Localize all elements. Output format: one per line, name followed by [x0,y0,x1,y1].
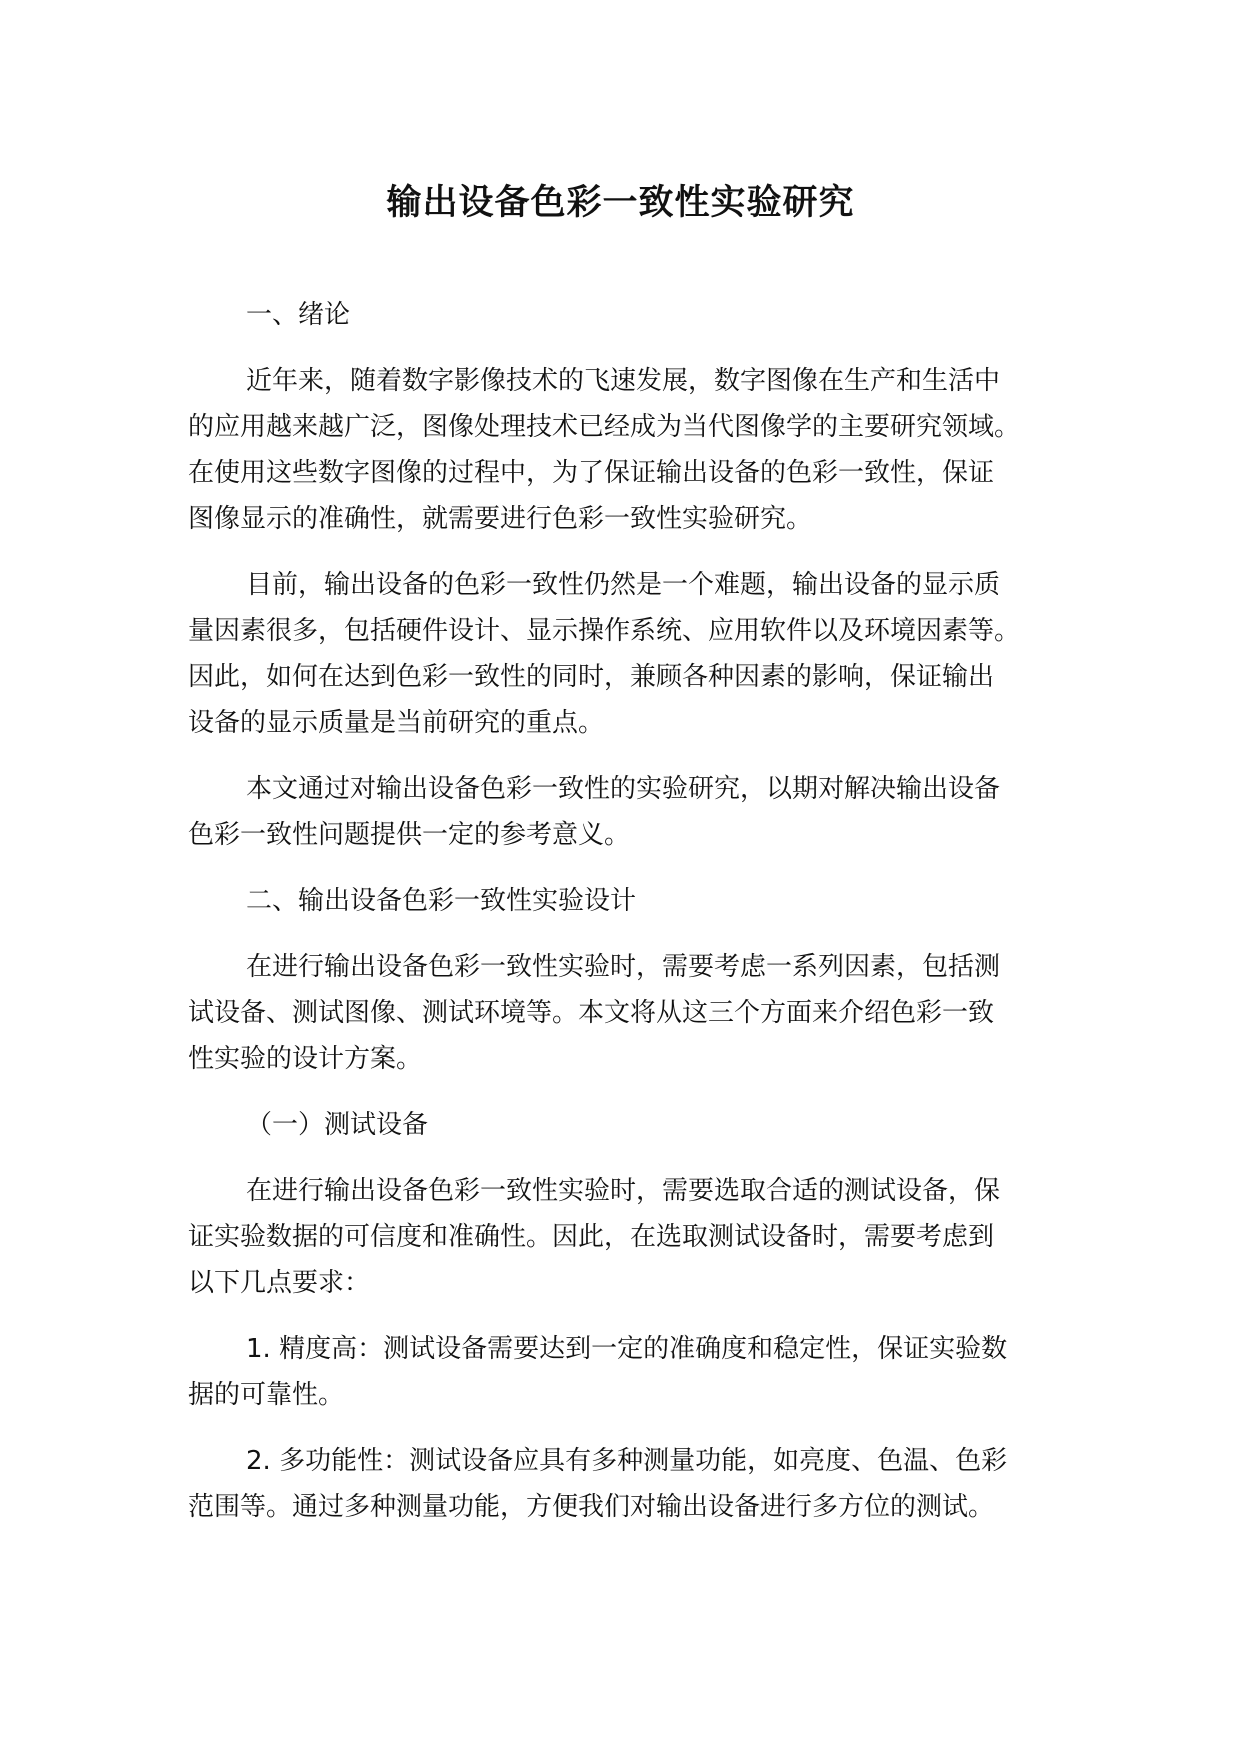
list-item-multifunction [188,1438,1078,1530]
paragraph-line: 色彩一致性问题提供一定的参考意义。 [188,820,631,850]
paragraph-3 [188,766,1078,858]
paragraph-5 [188,1168,1078,1306]
paragraph-line: 2. 多功能性：测试设备应具有多种测量功能，如亮度、色温、色彩 [246,1446,1008,1476]
paragraph-line: 因此，如何在达到色彩一致性的同时，兼顾各种因素的影响，保证输出 [188,662,995,692]
paragraph-1 [188,358,1078,542]
paragraph-line: 证实验数据的可信度和准确性。因此，在选取测试设备时，需要考虑到 [188,1222,995,1252]
paragraph-line: 图像显示的准确性，就需要进行色彩一致性实验研究。 [188,504,813,534]
subsection-heading-test-devices: （一）测试设备 [246,1110,429,1140]
paragraph-4 [188,944,1078,1082]
paragraph-line: 设备的显示质量是当前研究的重点。 [188,708,605,738]
paragraph-line: 以下几点要求： [188,1268,371,1298]
paragraph-line: 在进行输出设备色彩一致性实验时，需要考虑一系列因素，包括测 [246,952,1001,982]
paragraph-line: 1. 精度高：测试设备需要达到一定的准确度和稳定性，保证实验数 [246,1334,1008,1364]
paragraph-line: 本文通过对输出设备色彩一致性的实验研究，以期对解决输出设备 [246,774,1001,804]
paragraph-line: 的应用越来越广泛，图像处理技术已经成为当代图像学的主要研究领域。 [188,412,1021,442]
paragraph-line: 性实验的设计方案。 [188,1044,423,1074]
paragraph-line: 目前，输出设备的色彩一致性仍然是一个难题，输出设备的显示质 [246,570,1001,600]
paragraph-line: 在进行输出设备色彩一致性实验时，需要选取合适的测试设备，保 [246,1176,1001,1206]
list-item-precision [188,1326,1078,1418]
section-heading-design: 二、输出设备色彩一致性实验设计 [246,886,637,916]
document-title: 输出设备色彩一致性实验研究 [386,183,855,223]
paragraph-line: 据的可靠性。 [188,1380,345,1410]
section-heading-intro: 一、绪论 [246,300,351,330]
document-body [188,292,1078,1550]
paragraph-line: 范围等。通过多种测量功能，方便我们对输出设备进行多方位的测试。 [188,1492,995,1522]
paragraph-line: 近年来，随着数字影像技术的飞速发展，数字图像在生产和生活中 [246,366,1001,396]
paragraph-line: 试设备、测试图像、测试环境等。本文将从这三个方面来介绍色彩一致 [188,998,995,1028]
paragraph-line: 在使用这些数字图像的过程中，为了保证输出设备的色彩一致性，保证 [188,458,995,488]
paragraph-2 [188,562,1078,746]
paragraph-line: 量因素很多，包括硬件设计、显示操作系统、应用软件以及环境因素等。 [188,616,1021,646]
